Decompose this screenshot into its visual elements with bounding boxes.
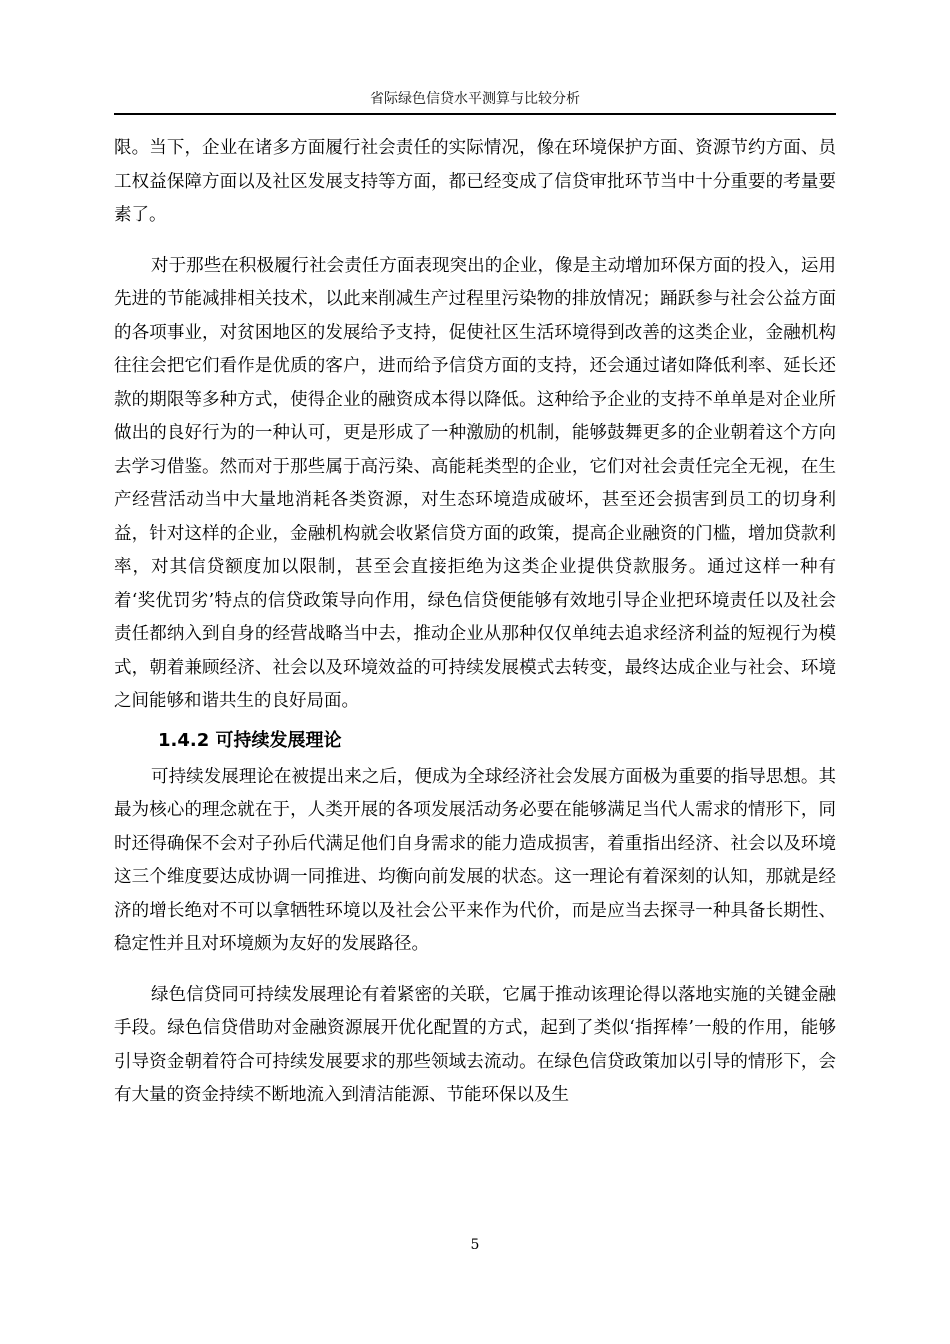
body-text	[114, 132, 836, 1113]
section-heading: 1.4.2 可持续发展理论	[158, 729, 342, 751]
paragraph-social-responsibility: 对于那些在积极履行社会责任方面表现突出的企业，像是主动增加环保方面的投入，运用先进的节能减排相关技术，以此来削减生产过程里污染物的排放情况；踊跃参与社会公益方面的各项事业，对贫困地区的发展给予支持，促使社区生活环境得到改善的这类企业，金融机构往往会把它们看作是优质的客户，进而给予信贷方面的支持，还会通过诸如降低利率、延长还款的期限等多种方式，使得企业的融资成本得以降低。这种给予企业的支持不单单是对企业所做出的良好行为的一种认可，更是形成了一种激励的机制，能够鼓舞更多的企业朝着这个方向去学习借鉴。然而对于那些属于高污染、高能耗类型的企业，它们对社会责任完全无视，在生产经营活动当中大量地消耗各类资源，对生态环境造成破坏，甚至还会损害到员工的切身利益，针对这样的企业，金融机构就会收紧信贷方面的政策，提高企业融资的门槛，增加贷款利率，对其信贷额度加以限制，甚至会直接拒绝为这类企业提供贷款服务。通过这样一种有着‘奖优罚劣’特点的信贷政策导向作用，绿色信贷便能够有效地引导企业把环境责任以及社会责任都纳入到自身的经营战略当中去，推动企业从那种仅仅单纯去追求经济利益的短视行为模式，朝着兼顾经济、社会以及环境效益的可持续发展模式去转变，最终达成企业与社会、环境之间能够和谐共生的良好局面。	[114, 255, 836, 711]
running-header: 省际绿色信贷水平测算与比较分析	[370, 91, 580, 107]
paragraph-continued: 限。当下，企业在诸多方面履行社会责任的实际情况，像在环境保护方面、资源节约方面、员工权益保障方面以及社区发展支持等方面，都已经变成了信贷审批环节当中十分重要的考量要素了。	[114, 138, 836, 225]
header-rule	[114, 113, 836, 115]
page-number: 5	[470, 1237, 480, 1253]
paragraph-green-credit-link: 绿色信贷同可持续发展理论有着紧密的关联，它属于推动该理论得以落地实施的关键金融手段。绿色信贷借助对金融资源展开优化配置的方式，起到了类似‘指挥棒’一般的作用，能够引导资金朝着符合可持续发展要求的那些领域去流动。在绿色信贷政策加以引导的情形下，会有大量的资金持续不断地流入到清洁能源、节能环保以及生	[114, 984, 836, 1105]
paragraph-sustainable-theory: 可持续发展理论在被提出来之后，便成为全球经济社会发展方面极为重要的指导思想。其最为核心的理念就在于，人类开展的各项发展活动务必要在能够满足当代人需求的情形下，同时还得确保不会对子孙后代满足他们自身需求的能力造成损害，着重指出经济、社会以及环境这三个维度要达成协调一同推进、均衡向前发展的状态。这一理论有着深刻的认知，那就是经济的增长绝对不可以拿牺牲环境以及社会公平来作为代价，而是应当去探寻一种具备长期性、稳定性并且对环境颇为友好的发展路径。	[114, 766, 836, 954]
